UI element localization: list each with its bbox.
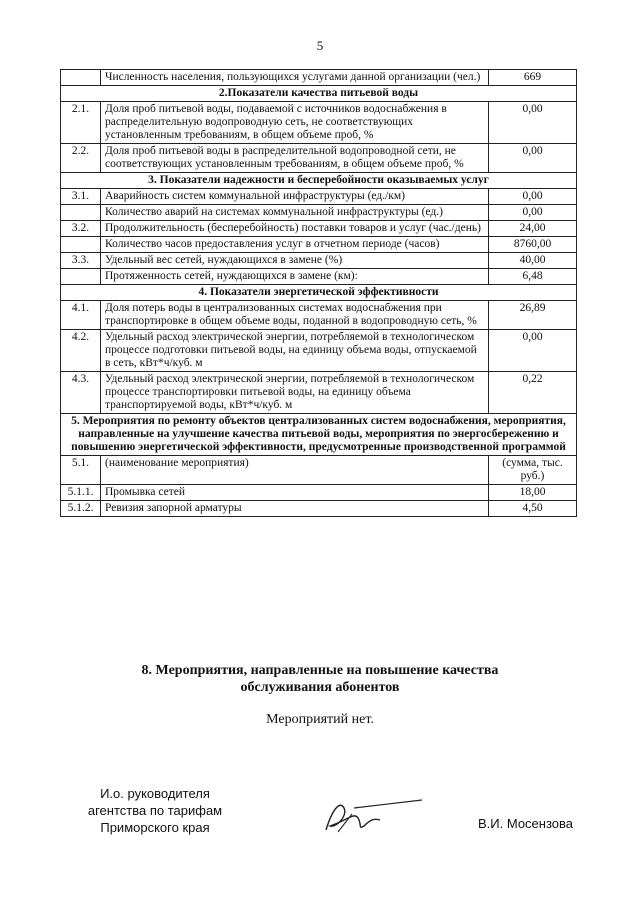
row-number: 5.1.1. (61, 485, 101, 501)
row-value: 0,00 (489, 144, 577, 173)
row-value: 0,22 (489, 372, 577, 414)
signer-line-1: И.о. руководителя (100, 786, 210, 801)
page-number: 5 (316, 38, 324, 53)
row-number: 3.1. (61, 189, 101, 205)
row-value: 6,48 (489, 269, 577, 285)
row-value: (сумма, тыс. руб.) (489, 456, 577, 485)
row-number (61, 269, 101, 285)
section-title: 2.Показатели качества питьевой воды (61, 86, 577, 102)
row-description: Протяженность сетей, нуждающихся в замене (км): (101, 269, 489, 285)
table-row (61, 237, 577, 253)
table-row (61, 456, 577, 485)
signature (318, 790, 428, 840)
row-number: 4.3. (61, 372, 101, 414)
row-value: 0,00 (489, 205, 577, 221)
signer-name: В.И. Мосензова (478, 816, 573, 831)
section-header-row (61, 285, 577, 301)
row-value: 0,00 (489, 189, 577, 205)
row-description: Численность населения, пользующихся услугами данной организации (чел.) (101, 70, 489, 86)
table-row (61, 301, 577, 330)
table-row (61, 253, 577, 269)
row-value: 24,00 (489, 221, 577, 237)
row-description: Продолжительность (бесперебойность) поставки товаров и услуг (час./день) (101, 221, 489, 237)
heading-line-2: обслуживания абонентов (240, 680, 400, 695)
table-row (61, 330, 577, 372)
table-row (61, 189, 577, 205)
section-title: 5. Мероприятия по ремонту объектов централизованных систем водоснабжения, мероприятия, направленные на улучшение качества питьевой воды, мероприятия по энергосбережению и повышению энергетической эффективности, предусмотренные производственной программой (61, 414, 577, 456)
signer-title (70, 785, 240, 836)
row-value: 669 (489, 70, 577, 86)
indicators-table (60, 69, 577, 517)
signer-line-3: Приморского края (100, 820, 210, 835)
row-number: 5.1.2. (61, 501, 101, 517)
row-description: Доля потерь воды в централизованных системах водоснабжения при транспортировке в общем объеме воды, поданной в водопроводную сеть, % (101, 301, 489, 330)
row-number (61, 205, 101, 221)
row-number: 4.2. (61, 330, 101, 372)
table-row (61, 205, 577, 221)
row-description: (наименование мероприятия) (101, 456, 489, 485)
no-measures-text: Мероприятий нет. (266, 712, 374, 727)
section-header-row (61, 414, 577, 456)
row-number (61, 237, 101, 253)
table-row (61, 269, 577, 285)
section-title: 4. Показатели энергетической эффективности (61, 285, 577, 301)
row-number: 4.1. (61, 301, 101, 330)
section-8-heading (0, 662, 640, 696)
table-row (61, 144, 577, 173)
row-number (61, 70, 101, 86)
row-value: 40,00 (489, 253, 577, 269)
signer-line-2: агентства по тарифам (87, 803, 223, 818)
row-value: 8760,00 (489, 237, 577, 253)
row-description: Количество часов предоставления услуг в отчетном периоде (часов) (101, 237, 489, 253)
table-row (61, 485, 577, 501)
row-description: Удельный расход электрической энергии, потребляемой в технологическом процессе подготовки питьевой воды, на единицу объема воды, отпускаемой в сеть, кВт*ч/куб. м (101, 330, 489, 372)
row-description: Количество аварий на системах коммунальной инфраструктуры (ед.) (101, 205, 489, 221)
row-number: 2.1. (61, 102, 101, 144)
row-description: Доля проб питьевой воды, подаваемой с источников водоснабжения в распределительную водопроводную сеть, не соответствующих установленным требованиям, в общем объеме проб, % (101, 102, 489, 144)
table-row (61, 372, 577, 414)
row-value: 18,00 (489, 485, 577, 501)
row-description: Промывка сетей (101, 485, 489, 501)
table-row (61, 70, 577, 86)
section-header-row (61, 86, 577, 102)
row-value: 0,00 (489, 102, 577, 144)
row-number: 3.3. (61, 253, 101, 269)
row-description: Удельный вес сетей, нуждающихся в замене (%) (101, 253, 489, 269)
row-number: 3.2. (61, 221, 101, 237)
row-description: Аварийность систем коммунальной инфраструктуры (ед./км) (101, 189, 489, 205)
row-value: 4,50 (489, 501, 577, 517)
table-row (61, 501, 577, 517)
table-row (61, 221, 577, 237)
row-description: Доля проб питьевой воды в распределительной водопроводной сети, не соответствующих установленным требованиям, в общем объеме проб, % (101, 144, 489, 173)
row-description: Ревизия запорной арматуры (101, 501, 489, 517)
heading-line-1: 8. Мероприятия, направленные на повышение качества (141, 663, 499, 678)
row-number: 2.2. (61, 144, 101, 173)
row-description: Удельный расход электрической энергии, потребляемой в технологическом процессе транспортировки питьевой воды, на единицу объема транспортируемой воды, кВт*ч/куб. м (101, 372, 489, 414)
section-title: 3. Показатели надежности и бесперебойности оказываемых услуг (61, 173, 577, 189)
row-value: 26,89 (489, 301, 577, 330)
row-number: 5.1. (61, 456, 101, 485)
table-row (61, 102, 577, 144)
section-header-row (61, 173, 577, 189)
row-value: 0,00 (489, 330, 577, 372)
